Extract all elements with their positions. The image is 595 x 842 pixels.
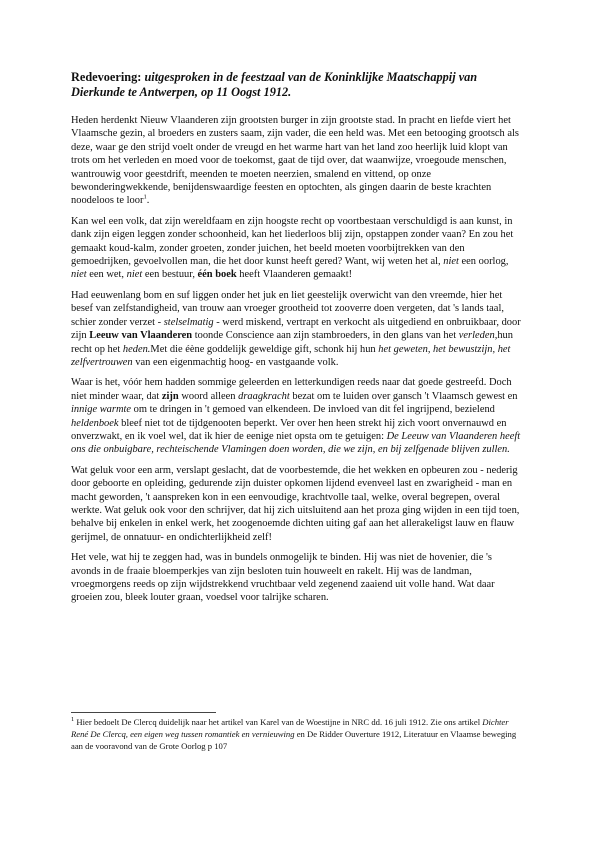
- p4-emphasis-1: draagkracht: [238, 390, 290, 402]
- p4-text-4: om te dringen in 't gemoed van elkendeen. De invloed van dit fel ingrijpend, bezielend: [133, 404, 495, 416]
- p3-text-6: van een eigenmachtig hoog- en vastgaande volk.: [135, 356, 339, 368]
- page-title: [71, 70, 524, 100]
- p2-text-4: een bestuur,: [144, 269, 195, 281]
- p3-emphasis-3: heden.: [122, 343, 151, 355]
- title-lead: Redevoering:: [71, 70, 142, 84]
- p4-text-5: bleef niet tot de tijdgenooten beperkt. Ver over hen heen strekt hij zich voort onvernauwd en onverzwakt, en ik voel wel, dat ik hier de eenige niet opsta om te getuigen:: [71, 417, 507, 442]
- p4-text-1: Waar is het, vóór hem hadden sommige geleerden en letterkundigen reeds naar dat goede gestreefd. Doch niet minder waar, dat: [71, 377, 512, 402]
- footnote-number: 1: [71, 716, 75, 724]
- p2-bold-1: één boek: [197, 269, 237, 281]
- footnote-reference[interactable]: 1: [143, 193, 147, 201]
- p2-text-5: heeft Vlaanderen gemaakt!: [239, 269, 353, 281]
- p3-text-1: Had eeuwenlang bom en suf liggen onder het juk en liet geestelijk overwicht van den vreemde, hier het besef van zelfstandigheid, van trouw aan vroeger grootheid tot zooverre doen vergeten, dat 's lands taal, schier zonder verzet -: [71, 289, 504, 328]
- paragraph-6: Het vele, wat hij te zeggen had, was in bundels onmogelijk te binden. Hij was niet de hovenier, die 's avonds in de fraaie bloemperkjes van zijn besloten tuin houweelt en rakelt. Hij was de landman, vroegmorgens reeds op zijn wijdstrekkend vruchtbaar veld zegenend zaaiend uit volle hand. Wat daar groeien zou, bleek louter graan, voedsel voor talrijke scharen.: [71, 552, 495, 604]
- p3-text-5: Met die éène goddelijk geweldige gift, schonk hij hun: [150, 343, 376, 355]
- p4-text-3: bezat om te luiden over gansch 't Vlaamsch gewest en: [292, 390, 518, 402]
- p2-text-3: een wet,: [89, 269, 125, 281]
- p2-emphasis-3: niet: [126, 269, 143, 281]
- paragraph-2: [71, 215, 524, 282]
- p3-text-2: - werd miskend, vertrapt en verkocht als uitgediend en onbruikbaar, door zijn: [71, 316, 521, 342]
- paragraph-4: [71, 376, 524, 456]
- p3-text-3: toonde Conscience aan zijn stambroeders, in den glans van het: [194, 330, 457, 342]
- p2-emphasis-1: niet: [443, 256, 459, 268]
- p1-end: .: [146, 195, 150, 207]
- footnote-emphasis: Dichter René De Clercq, een eigen weg tussen romantiek en vernieuwing: [71, 717, 509, 739]
- p3-text-4: hun recht op het: [71, 330, 513, 355]
- paragraph-3: [71, 289, 524, 369]
- p4-bold-1: zijn: [161, 390, 179, 402]
- title-subtitle: uitgesproken in de feestzaal van de Koninklijke Maatschappij van Dierkunde te Antwerpen, op 11 Oogst 1912.: [71, 70, 478, 99]
- p3-bold-1: Leeuw van Vlaanderen: [89, 330, 193, 342]
- p4-emphasis-3: heldenboek: [71, 417, 119, 429]
- p4-text-2: woord alleen: [181, 390, 236, 402]
- p3-emphasis-1: stelselmatig: [163, 316, 214, 328]
- p2-text-2: een oorlog,: [461, 256, 509, 268]
- p3-emphasis-2: verleden,: [458, 330, 498, 342]
- p4-emphasis-4: De Leeuw van Vlaanderen heeft ons die onbuigbare, rechteischende Vlamingen doen worden, die we zijn, en bij zelfgenade blijven zullen.: [71, 430, 521, 456]
- paragraph-1: [71, 114, 524, 208]
- p1-text: Heden herdenkt Nieuw Vlaanderen zijn grootsten burger in zijn grootste stad. In pracht en liefde viert het Vlaamsche gezin, al broeders en zusters saam, zijn vader, die een held was. Met een betooging grootsch als deze, waar ge den strijd voelt onder de vreugd en het warme hart van het land zoo heerlijk luid klopt van trots om het verleden en moed voor de toekomst, gaat de tijd over, dat waanwijze, vroegoude menschen, wantrouwig voor geestdrift, meenden te moeten neerzien, smalend en vittend, op onze bewonderingwekkende, benijdenswaardige feesten en optochten, als gingen daarin de beste krachten noodeloos te loor: [71, 115, 519, 207]
- footnote: [71, 716, 524, 752]
- footnote-divider: [71, 712, 216, 713]
- p2-emphasis-2: niet: [71, 269, 87, 281]
- p3-emphasis-4: het geweten, het bewustzijn, het zelfvertrouwen: [71, 343, 511, 368]
- document-page: [71, 70, 524, 612]
- p4-emphasis-2: innige warmte: [71, 404, 132, 416]
- footnote-text-2: en De Ridder Ouverture 1912, Literatuur en Vlaamse beweging aan de vooravond van de Grote Oorlog p 107: [71, 729, 517, 751]
- p2-text-1: Kan wel een volk, dat zijn wereldfaam en zijn hoogste recht op voortbestaan verschuldigd is aan kunst, in dank zijn eigen leggen zonder schoonheid, kan het liederloos blij zijn, opstappen zonder vaan? En zou het gemaakt koud-kalm, zonder groeten, zonder juichen, het beeld moeten voorbijtrekken van den gemoedrijken, gevoelvollen man, die het door kunst heeft gered? Want, wij weten het al,: [71, 215, 514, 268]
- footnote-text-1: Hier bedoelt De Clercq duidelijk naar het artikel van Karel van de Woestijne in NRC dd. 16 juli 1912. Zie ons artikel: [76, 717, 481, 727]
- paragraph-5: Wat geluk voor een arm, verslapt geslacht, dat de voorbestemde, die het wekken en opbeuren zou - nederig door geboorte en opleiding, gedurende zijn duister opkomen lijdend evenveel last en zwarigheid - man en macht geworden, 't aanspreken kon in een eenvoudige, krachtvolle taal, welke, overal begrepen, overal werkte. Wat geluk ook voor den schrijver, dat hij zich uitsluitend aan het proza ging wijden in een tijd toen, behalve bij enkelen in enkel werk, het zoogenoemde dichten uiting gaf aan het allerakeligst lauw en flauw gerijmel, de onnatuur- en ondichterlijkheid zelf!: [71, 464, 520, 543]
